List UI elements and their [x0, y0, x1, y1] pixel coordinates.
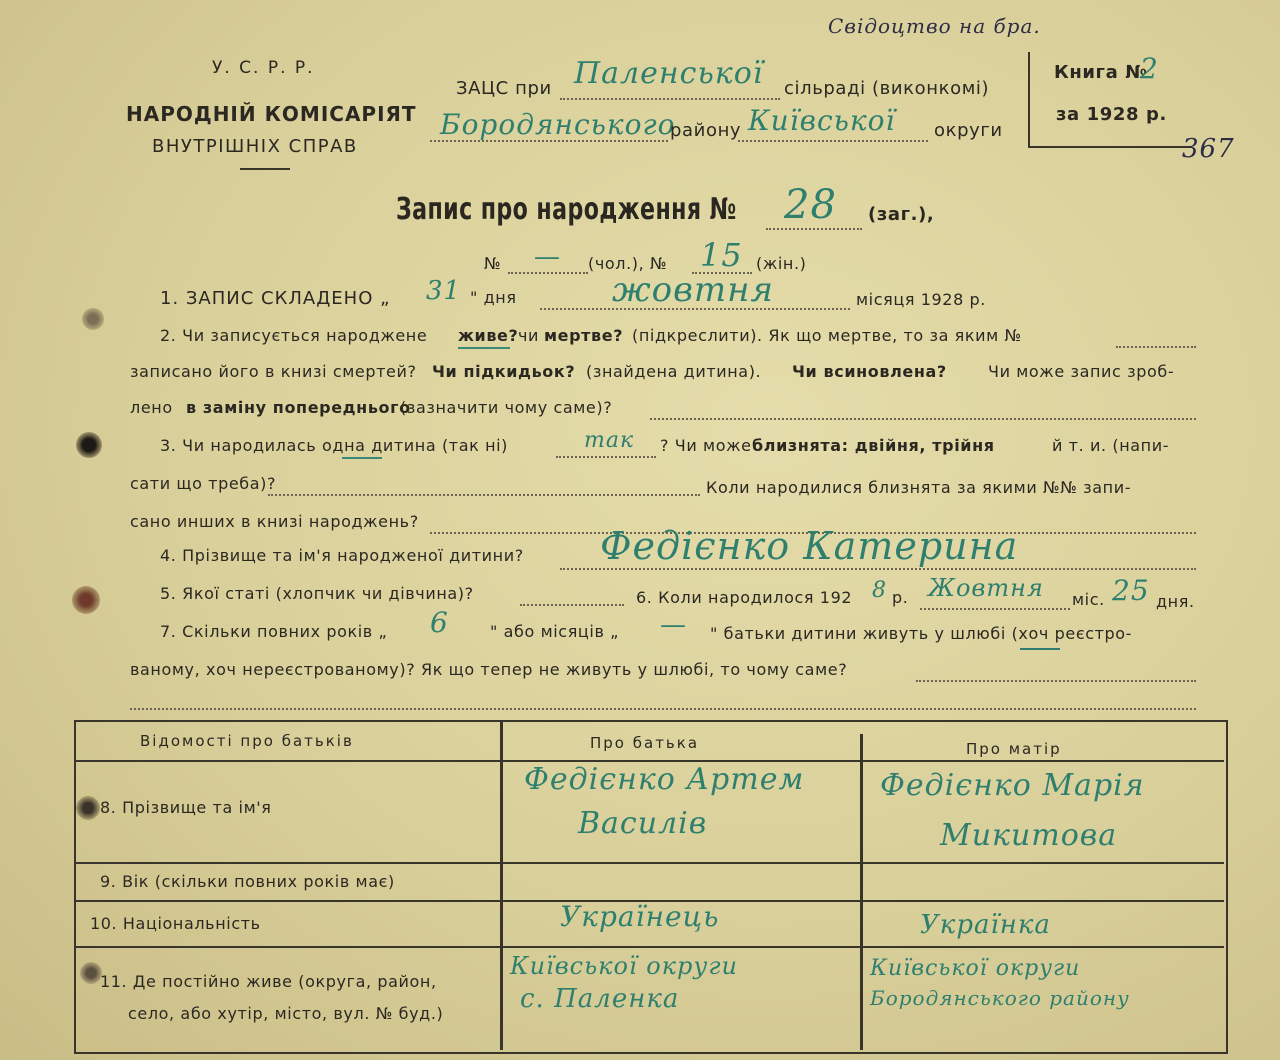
q3-line2-b: Коли народилися близнята за якими №№ запи- [706, 478, 1132, 497]
father-name: Федієнко Артем [524, 762, 805, 797]
mother-patronymic: Микитова [940, 818, 1118, 853]
q3-line1-a: 3. Чи народилась одна дитина (так ні) [160, 436, 509, 455]
male-label: (чол.), № [588, 254, 668, 273]
q2-line1-a: 2. Чи записується народжене [160, 326, 428, 345]
q1-label: 1. ЗАПИС СКЛАДЕНО „ [160, 288, 391, 309]
q1-day-label: " дня [470, 288, 517, 307]
table-row-divider [76, 862, 1224, 864]
q5-line [520, 604, 624, 606]
table-header-father: Про батька [590, 734, 700, 752]
row-name-label: 8. Прізвище та ім'я [100, 798, 272, 817]
q7-months-label: " або місяців „ [490, 622, 620, 641]
q3-line2-a: сати що треба)? [130, 474, 277, 493]
row-residence-label-1: 11. Де постійно живе (округа, район, [100, 972, 437, 991]
female-number: 15 [700, 236, 743, 274]
q3-answer-line [556, 456, 656, 458]
q7-extra-dots [130, 708, 1196, 710]
q1-month-label: місяця 1928 р. [856, 290, 986, 309]
district-line [430, 140, 668, 142]
record-number: 28 [784, 182, 837, 228]
male-number: — [534, 242, 561, 272]
q7-label-c: " батьки дитини живуть у шлюбі (хоч реєстро- [710, 624, 1133, 643]
book-number: 2 [1140, 52, 1159, 85]
q4-line [560, 568, 1196, 570]
q2-line1-e: (підкреслити). Як що мертве, то за яким № [632, 326, 1022, 345]
q6-month-label: міс. [1072, 590, 1105, 609]
q2-alive: живе? [458, 326, 519, 345]
q2-found-child: (знайдена дитина). [586, 362, 762, 381]
q1-month: жовтня [612, 270, 775, 310]
q6-label: 6. Коли народилося 192 [636, 588, 853, 607]
q6-month-line [920, 608, 1070, 610]
header-rule [240, 168, 290, 170]
record-title-suffix: (заг.), [868, 204, 935, 225]
okrug-line [738, 140, 928, 142]
q2-replacement: в заміну попереднього [186, 398, 411, 417]
q2-line3-dots [650, 418, 1196, 420]
record-title: Запис про народження № [396, 192, 737, 227]
row-residence-label-2: село, або хутір, місто, вул. № буд.) [128, 1004, 444, 1023]
q2-line1-dots [1116, 346, 1196, 348]
q6-year-suffix: р. [892, 588, 909, 607]
zags-suffix: сільраді (виконкомі) [784, 78, 990, 99]
q2-line3-c: (зазначити чому саме)? [400, 398, 613, 417]
q1-month-line [540, 308, 850, 310]
top-handwritten-note: Свідоцтво на бра. [828, 14, 1041, 38]
q2-line2-e: Чи може запис зроб- [988, 362, 1175, 381]
table-row-divider [76, 946, 1224, 948]
q7-years: 6 [430, 606, 449, 639]
table-col-divider [500, 722, 503, 1050]
q2-alive-underline [458, 347, 510, 349]
table-header-parents: Відомості про батьків [140, 732, 354, 750]
male-number-line [508, 272, 588, 274]
no-label: № [484, 254, 502, 273]
commissariat-label: НАРОДНІЙ КОМІСАРІЯТ [126, 102, 417, 126]
father-residence-1: Київської округи [510, 952, 738, 980]
district-name: Бородянського [440, 108, 676, 141]
mother-residence-2: Бородянського району [870, 986, 1130, 1010]
district-label: району [670, 120, 742, 141]
punch-hole [72, 586, 100, 614]
q5-label: 5. Якої статі (хлопчик чи дівчина)? [160, 584, 474, 603]
side-number: 367 [1182, 134, 1235, 164]
mother-name: Федієнко Марія [880, 768, 1145, 803]
q4-answer: Федієнко Катерина [600, 524, 1019, 568]
punch-hole [82, 308, 104, 330]
zags-place: Паленської [574, 56, 764, 91]
q3-line2-dots [268, 494, 700, 496]
q3-twins: близнята: двійня, трійня [752, 436, 995, 455]
q7-label: 7. Скільки повних років „ [160, 622, 388, 641]
table-header-mother: Про матір [966, 740, 1062, 758]
father-residence-2: с. Паленка [520, 984, 680, 1014]
q6-month: Жовтня [928, 574, 1044, 602]
q2-or: чи [518, 326, 540, 345]
row-age-label: 9. Вік (скільки повних років має) [100, 872, 395, 891]
row-nationality-label: 10. Національність [90, 914, 261, 933]
q7-line2: ваному, хоч нереєстрованому)? Як що тепер не живуть у шлюбі, то чому саме? [130, 660, 848, 679]
q7-months: — [660, 610, 687, 640]
book-year: за 1928 р. [1056, 104, 1167, 125]
okrug-label: округи [934, 120, 1003, 141]
mother-nationality: Українка [920, 910, 1051, 940]
zags-place-line [560, 98, 780, 100]
q2-dead: мертве? [544, 326, 624, 345]
q1-day: 31 [426, 276, 462, 306]
q3-answer: так [584, 428, 635, 453]
q3-line3: сано инших в книзі народжень? [130, 512, 419, 531]
q4-label: 4. Прізвище та ім'я народженої дитини? [160, 546, 524, 565]
q3-line1-b: ? Чи може [660, 436, 752, 455]
okrug-name: Київської [748, 104, 896, 137]
q2-line2-a: записано його в книзі смертей? [130, 362, 417, 381]
q2-foundling: Чи підкидьок? [432, 362, 576, 381]
q6-day-label: дня. [1156, 592, 1195, 611]
record-number-line [766, 228, 862, 230]
q6-day: 25 [1112, 574, 1150, 607]
q7-line2-dots [916, 680, 1196, 682]
department-label: ВНУТРІШНІХ СПРАВ [152, 136, 358, 157]
mother-residence-1: Київської округи [870, 956, 1081, 981]
q3-line1-d: й т. и. (напи- [1052, 436, 1170, 455]
republic-label: У. С. Р. Р. [212, 58, 315, 78]
q3-one-underline [342, 457, 382, 459]
q2-adopted: Чи всиновлена? [792, 362, 947, 381]
father-patronymic: Василів [578, 806, 708, 841]
q7-line2-dash [1020, 648, 1060, 650]
book-box [1028, 52, 1192, 148]
female-label: (жін.) [756, 254, 807, 273]
zags-prefix: ЗАЦС при [456, 78, 552, 99]
punch-hole [76, 432, 102, 458]
father-nationality: Українець [560, 900, 720, 933]
book-label: Книга № [1054, 62, 1148, 83]
table-col-divider [860, 734, 863, 1050]
q6-year-digit: 8 [872, 578, 887, 603]
q2-line3-a: лено [130, 398, 173, 417]
